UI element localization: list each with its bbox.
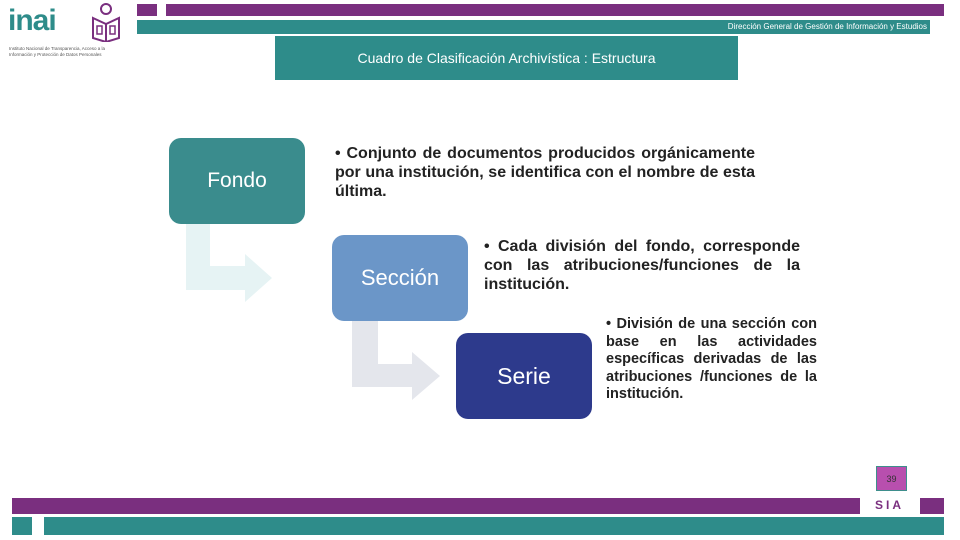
footer-teal-bar bbox=[44, 517, 944, 535]
fondo-description: • Conjunto de documentos producidos orgánicamente por una institución, se identifica con el nombre de esta última. bbox=[335, 145, 755, 200]
footer-purple-bar bbox=[12, 498, 860, 514]
fondo-to-seccion-arrow bbox=[186, 224, 272, 302]
fondo-description-text: Conjunto de documentos producidos orgánicamente por una institución, se identifica con el nombre de esta última. bbox=[335, 145, 755, 200]
footer-teal-square bbox=[12, 517, 32, 535]
seccion-to-serie-arrow bbox=[352, 321, 440, 400]
serie-description: • División de una sección con base en las actividades específicas derivadas de las atribuciones /funciones de la institución. bbox=[606, 316, 817, 402]
serie-description-text: División de una sección con base en las actividades específicas derivadas de las atribuciones /funciones de la institución. bbox=[606, 316, 817, 402]
seccion-box: Sección bbox=[332, 235, 468, 321]
slide-title: Cuadro de Clasificación Archivística : Estructura bbox=[275, 36, 738, 80]
sia-brand: SIA bbox=[875, 498, 905, 512]
inai-logo-subtitle: Instituto Nacional de Transparencia, Acceso a la Información y Protección de Datos Personales bbox=[9, 46, 106, 57]
page-number: 39 bbox=[876, 466, 907, 491]
fondo-box: Fondo bbox=[169, 138, 305, 224]
serie-box: Serie bbox=[456, 333, 592, 419]
seccion-description: • Cada división del fondo, corresponde con las atribuciones/funciones de la institución. bbox=[484, 238, 800, 293]
footer-purple-end bbox=[920, 498, 944, 514]
seccion-description-text: Cada división del fondo, corresponde con las atribuciones/funciones de la institución. bbox=[484, 238, 800, 293]
inai-logo-text: inai bbox=[8, 4, 56, 37]
department-title: Dirección General de Gestión de Información y Estudios bbox=[727, 22, 927, 31]
